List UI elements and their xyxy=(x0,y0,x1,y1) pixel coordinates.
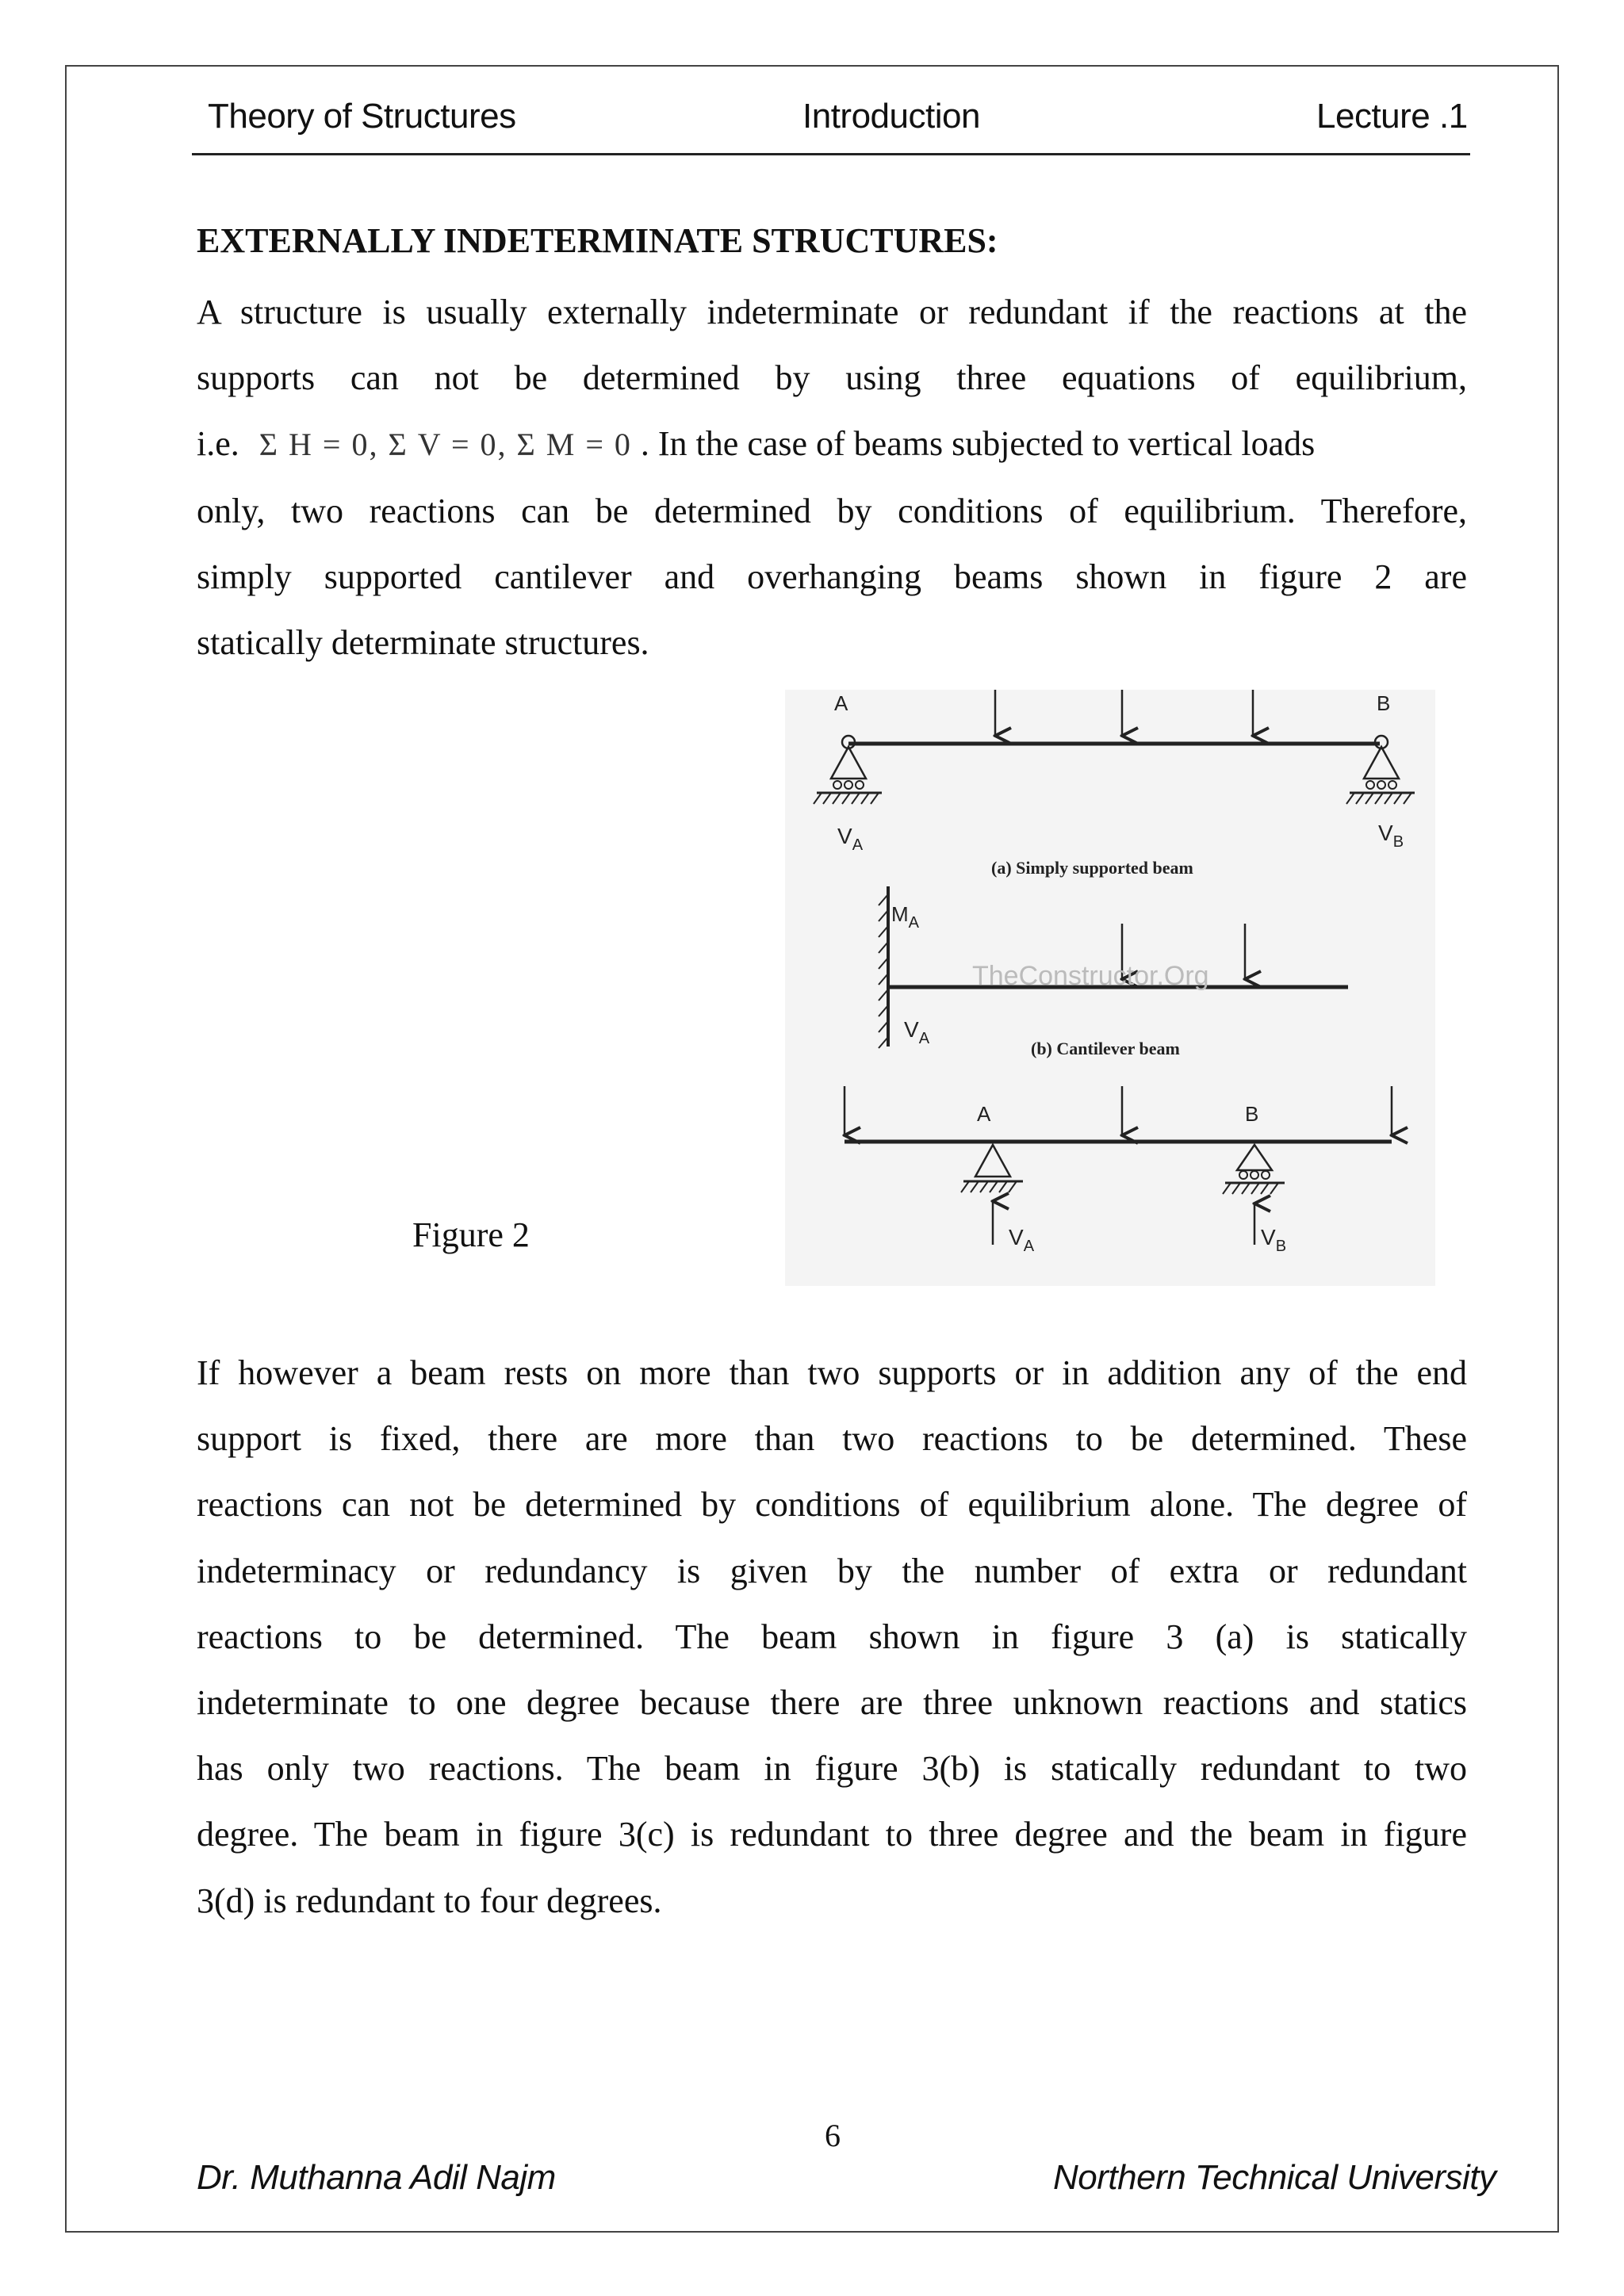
caption-cantilever: (b) Cantilever beam xyxy=(1031,1039,1180,1058)
label-b: B xyxy=(1377,691,1391,715)
paragraph-1-line: simply supported cantilever and overhanging beams shown in figure 2 are xyxy=(197,557,1467,596)
footer-institution: Northern Technical University xyxy=(1053,2158,1496,2197)
section-heading: EXTERNALLY INDETERMINATE STRUCTURES: xyxy=(197,221,998,260)
header-course-title: Theory of Structures xyxy=(208,97,516,136)
paragraph-1 xyxy=(197,279,1467,675)
label-va: $V_A$ xyxy=(837,824,864,854)
paragraph-2-line: If however a beam rests on more than two supports or in addition any of the end xyxy=(197,1353,1467,1392)
paragraph-1-text: . In the case of beams subjected to vertical loads xyxy=(640,424,1316,464)
figure-caption: Figure 2 xyxy=(412,1215,530,1254)
paragraph-2-line: indeterminate to one degree because there are three unknown reactions and statics xyxy=(197,1683,1467,1723)
watermark: TheConstructor.Org xyxy=(972,961,1209,991)
caption-simply-supported: (a) Simply supported beam xyxy=(991,858,1193,878)
paragraph-1-line: statically determinate structures. xyxy=(197,623,649,663)
paragraph-2 xyxy=(197,1340,1467,1934)
label-ma: $M_A$ xyxy=(891,902,920,932)
label-cantilever-va: $V_A$ xyxy=(904,1017,930,1047)
paragraph-2-line: support is fixed, there are more than two reactions to be determined. These xyxy=(197,1419,1467,1459)
beam-diagrams xyxy=(785,690,1435,1286)
footer-author: Dr. Muthanna Adil Najm xyxy=(197,2158,556,2197)
paragraph-2-line: has only two reactions. The beam in figure 3(b) is statically redundant to two xyxy=(197,1749,1467,1789)
figure-2-image xyxy=(785,690,1435,1286)
ie-label: i.e. xyxy=(197,424,239,464)
header-topic: Introduction xyxy=(802,97,980,136)
label-vb: $V_B$ xyxy=(1378,821,1404,851)
paragraph-2-line: degree. The beam in figure 3(c) is redundant to three degree and the beam in figure xyxy=(197,1815,1467,1854)
paragraph-1-line: A structure is usually externally indeterminate or redundant if the reactions at the xyxy=(197,293,1467,331)
paragraph-2-line: 3(d) is redundant to four degrees. xyxy=(197,1881,662,1920)
label-overhang-a: A xyxy=(977,1102,991,1126)
equilibrium-equation: Σ H = 0, Σ V = 0, Σ M = 0 xyxy=(259,427,632,463)
paragraph-1-line: only, two reactions can be determined by conditions of equilibrium. Therefore, xyxy=(197,491,1467,530)
paragraph-1-line-equation xyxy=(197,411,1467,477)
overhanging-beam xyxy=(845,1086,1392,1245)
paragraph-2-line: indeterminacy or redundancy is given by the number of extra or redundant xyxy=(197,1551,1467,1590)
paragraph-1-line: supports can not be determined by using three equations of equilibrium, xyxy=(197,358,1467,398)
header-rule xyxy=(192,153,1470,155)
simply-supported-beam xyxy=(814,690,1415,804)
label-overhang-va: $V_A$ xyxy=(1009,1225,1035,1255)
page-number: 6 xyxy=(825,2118,841,2153)
paragraph-2-line: reactions can not be determined by conditions of equilibrium alone. The degree of xyxy=(197,1485,1467,1525)
paragraph-2-line: reactions to be determined. The beam shown in figure 3 (a) is statically xyxy=(197,1617,1467,1656)
label-a: A xyxy=(834,691,848,715)
header-lecture-number: Lecture .1 xyxy=(1316,97,1468,136)
label-overhang-vb: $V_B$ xyxy=(1261,1225,1287,1255)
label-overhang-b: B xyxy=(1245,1102,1259,1126)
